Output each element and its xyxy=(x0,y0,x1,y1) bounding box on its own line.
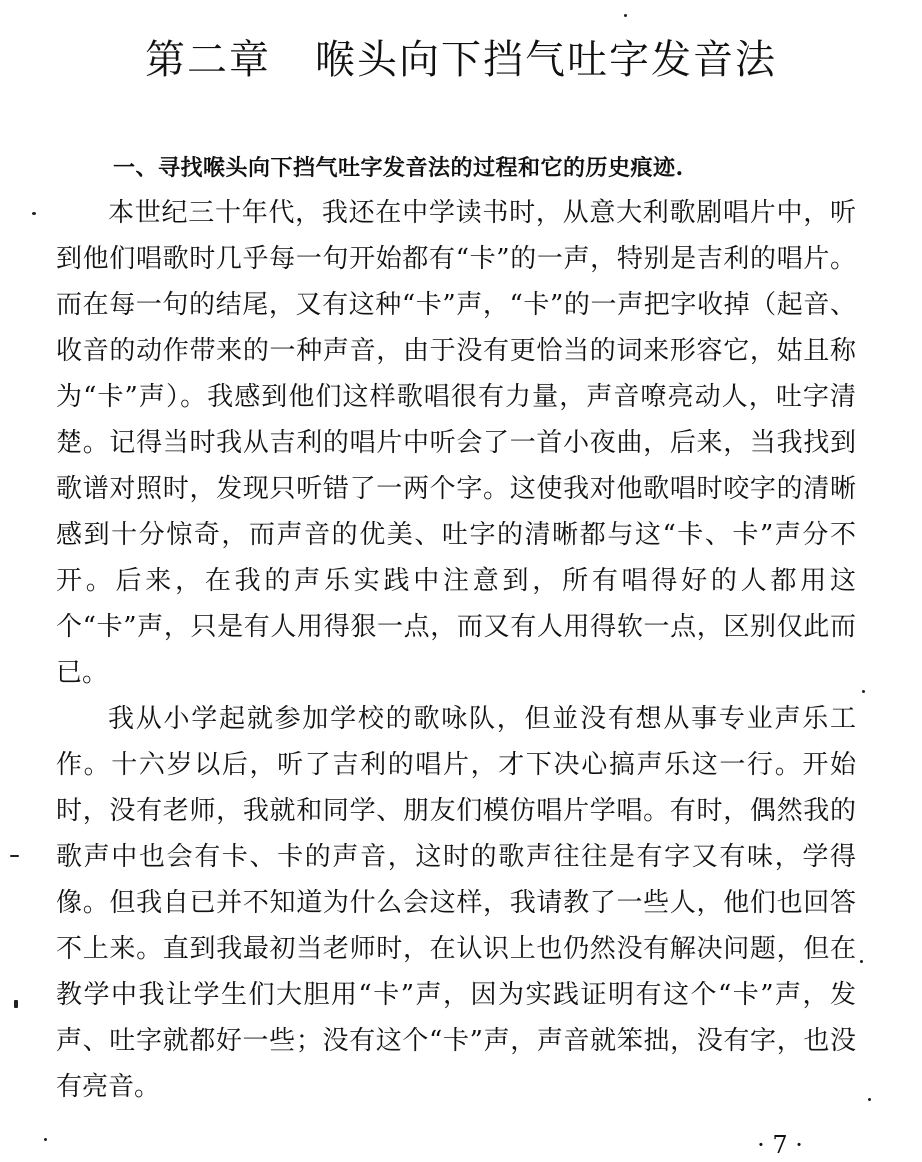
paragraph-1: 本世纪三十年代，我还在中学读书时，从意大利歌剧唱片中，听到他们唱歌时几乎每一句开始都有“卡”的一声，特别是吉利的唱片。而在每一句的结尾，又有这种“卡”声，“卡”的一声把字收掉（起音、收音的动作带来的一种声音，由于没有更恰当的词来形容它，姑且称为“卡”声）。我感到他们这样歌唱很有力量，声音嘹亮动人，吐字清楚。记得当时我从吉利的唱片中听会了一首小夜曲，后来，当我找到歌谱对照时，发现只听错了一两个字。这使我对他歌唱时咬字的清晰感到十分惊奇，而声音的优美、吐字的清晰都与这“卡、卡”声分不开。后来，在我的声乐实践中注意到，所有唱得好的人都用这个“卡”声，只是有人用得狠一点，而又有人用得软一点，区别仅此而已。 xyxy=(56,198,856,688)
page-number: · 7 · xyxy=(757,1131,803,1159)
paragraph-2: 我从小学起就参加学校的歌咏队，但並没有想从事专业声乐工作。十六岁以后，听了吉利的唱片，才下决心搞声乐这一行。开始时，没有老师，我就和同学、朋友们模仿唱片学唱。有时，偶然我的歌声中也会有卡、卡的声音，这时的歌声往往是有字又有味，学得像。但我自已并不知道为什么会这样，我请教了一些人，他们也回答不上来。直到我最初当老师时，在认识上也仍然没有解决问题，但在教学中我让学生们大胆用“卡”声，因为实践证明有这个“卡”声，发声、吐字就都好一些；没有这个“卡”声，声音就笨拙，没有字，也没有亮音。 xyxy=(56,704,856,1102)
chapter-name: 喉头向下挡气吐字发音法 xyxy=(315,37,777,83)
body-text xyxy=(56,190,856,1110)
scan-speck xyxy=(14,1000,18,1008)
chapter-number: 第二章 xyxy=(145,37,271,83)
scan-speck xyxy=(10,855,19,857)
chapter-title xyxy=(0,30,922,90)
scan-speck xyxy=(862,690,865,693)
scan-speck xyxy=(32,212,36,215)
scan-speck xyxy=(624,14,627,17)
section-heading: 一、寻找喉头向下挡气吐字发音法的过程和它的历史痕迹. xyxy=(113,155,684,181)
scan-speck xyxy=(44,1138,47,1141)
scan-speck xyxy=(860,960,863,963)
scan-speck xyxy=(868,1098,871,1101)
